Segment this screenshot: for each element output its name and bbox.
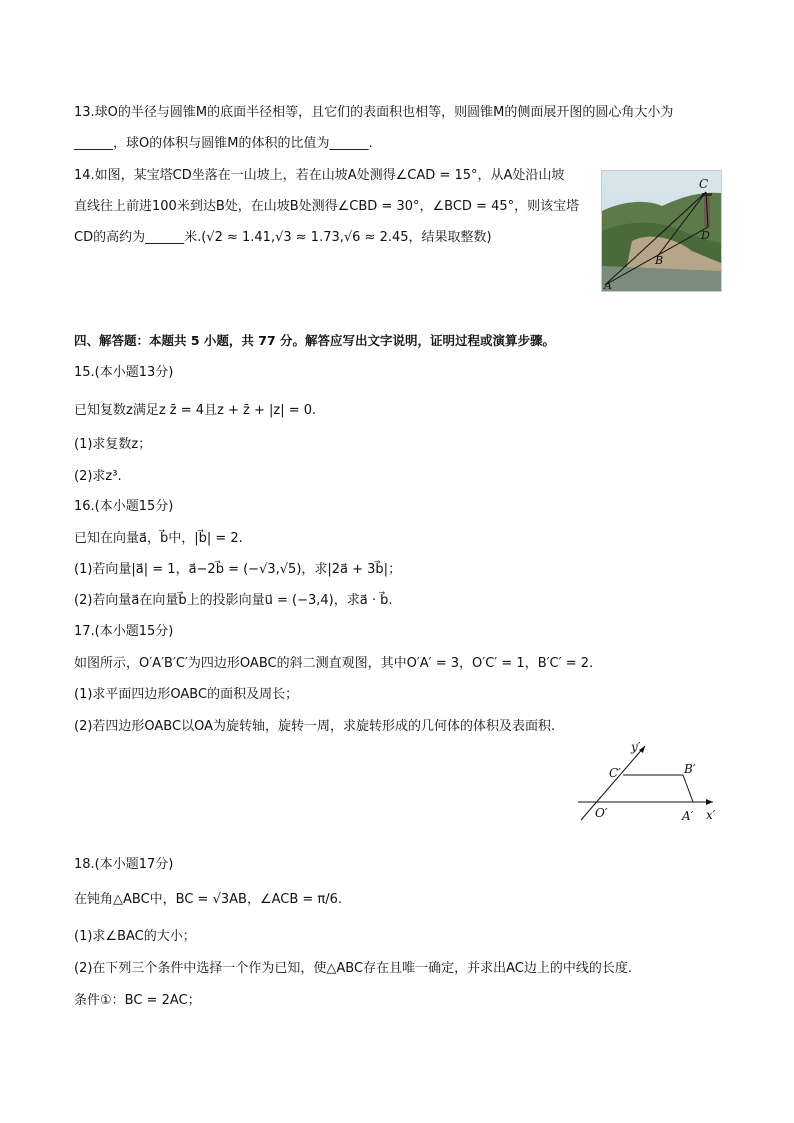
section-heading: 四、解答题：本题共 5 小题，共 77 分。解答应写出文字说明，证明过程或演算步骤。 xyxy=(74,333,556,348)
q15-stem: 已知复数z满足z z̄ = 4且z + z̄ + |z| = 0. xyxy=(74,403,317,418)
pagoda-photo xyxy=(601,170,722,292)
q17-part2: (2)若四边形OABC以OA为旋转轴，旋转一周，求旋转形成的几何体的体积及表面积. xyxy=(74,719,556,734)
axis-label-y: y′ xyxy=(631,740,641,754)
q15-part1: (1)求复数z； xyxy=(74,437,152,452)
q18-header: 18.(本小题17分) xyxy=(74,857,174,872)
q17-part1: (1)求平面四边形OABC的面积及周长； xyxy=(74,687,299,702)
point-label-a: A′ xyxy=(682,809,694,823)
q14-line2: 直线往上前进100米到达B处，在山坡B处测得∠CBD = 30°，∠BCD = 45°，则该宝塔 xyxy=(74,199,580,214)
q13-line1: 13.球O的半径与圆锥M的底面半径相等，且它们的表面积也相等，则圆锥M的侧面展开图的圆心角大小为 xyxy=(74,105,674,120)
q16-header: 16.(本小题15分) xyxy=(74,499,174,514)
q17-header: 17.(本小题15分) xyxy=(74,624,174,639)
point-label-c: C′ xyxy=(609,766,621,780)
q18-part1: (1)求∠BAC的大小； xyxy=(74,929,196,944)
q18-part2: (2)在下列三个条件中选择一个作为已知，使△ABC存在且唯一确定，并求出AC边上的中线的长度. xyxy=(74,961,632,976)
photo-label-b: B xyxy=(655,254,664,267)
q15-part2: (2)求z³. xyxy=(74,469,122,484)
q14-line1: 14.如图，某宝塔CD坐落在一山坡上，若在山坡A处测得∠CAD = 15°，从A处沿山坡 xyxy=(74,168,565,183)
point-label-b: B′ xyxy=(684,762,696,776)
q16-part2: (2)若向量a⃗在向量b⃗上的投影向量u⃗ = (−3,4)，求a⃗ · b⃗. xyxy=(74,593,393,608)
photo-label-c: C xyxy=(699,177,709,191)
q15-header: 15.(本小题13分) xyxy=(74,365,174,380)
q17-stem: 如图所示，O′A′B′C′为四边形OABC的斜二测直观图，其中O′A′ = 3，O′C′ = 1，B′C′ = 2. xyxy=(74,656,594,671)
oblique-diagram xyxy=(573,740,723,825)
q18-condition1: 条件①：BC = 2AC； xyxy=(74,993,201,1008)
q13-line2: ______，球O的体积与圆锥M的体积的比值为______. xyxy=(74,136,373,151)
q14-line3: CD的高约为______米.(√2 ≈ 1.41,√3 ≈ 1.73,√6 ≈ 2.45，结果取整数) xyxy=(74,230,492,245)
axis-label-x: x′ xyxy=(706,808,716,822)
pagoda-photo-drawing xyxy=(602,171,721,291)
photo-label-a: A xyxy=(604,279,612,291)
point-label-o: O′ xyxy=(595,806,608,820)
q16-part1: (1)若向量|a⃗| = 1，a⃗−2b⃗ = (−√3,√5)，求|2a⃗ + 3b⃗|； xyxy=(74,562,402,577)
q18-stem: 在钝角△ABC中，BC = √3AB，∠ACB = π/6. xyxy=(74,892,343,907)
q16-stem: 已知在向量a⃗，b⃗中，|b⃗| = 2. xyxy=(74,531,243,546)
photo-label-d: D xyxy=(701,229,710,242)
